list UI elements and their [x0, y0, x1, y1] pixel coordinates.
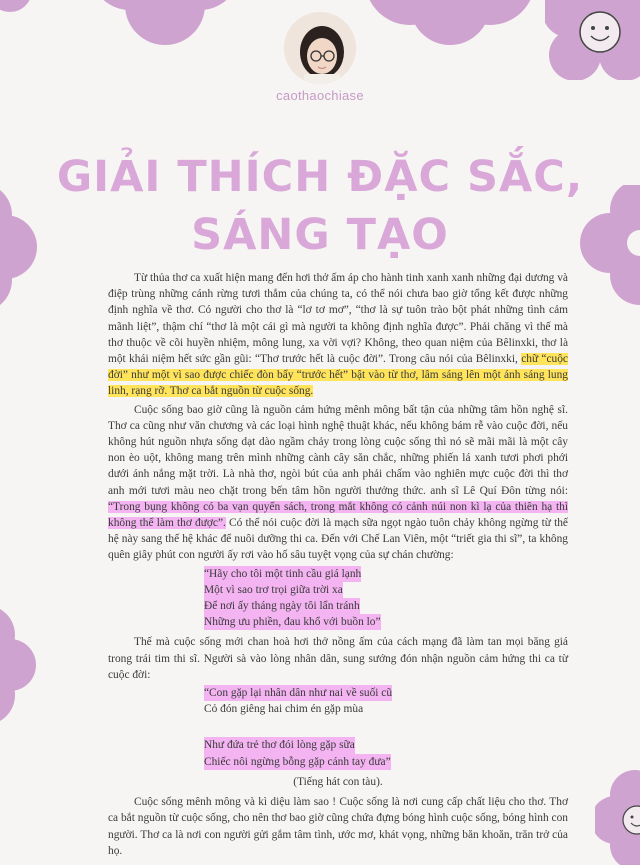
- avatar-portrait-icon: [284, 12, 356, 84]
- smiley-flower-icon: [545, 0, 640, 80]
- paragraph-1-text: Từ thủa thơ ca xuất hiện mang đến hơi thở ấm áp cho hành tinh xanh xanh những đại dương và điệp trùng những cánh rừng tươi thắm của chúng ta, có thể nói chưa bao giờ tổng kết được những định nghĩa về thơ. Có người cho thơ là “lơ tơ mơ”, “thơ là sự tuôn trào bột phát những tình cảm mãnh liệt”, thậm chí “thơ là một cái gì mà người ta không định nghĩa được”. Phải chăng vì thế mà thơ thuộc về cõi huyền nhiệm, mông lung, xa vời vợi? Không, theo quan niệm của Bêlinxki, thơ là một khái niệm hết sức gần gũi: “Thơ trước hết là cuộc đời”. Trong câu nói của Bêlinxki,: [108, 272, 568, 366]
- flower-top-right: [365, 0, 535, 50]
- paragraph-2: [108, 402, 568, 564]
- paragraph-3: Thế mà cuộc sống mới chan hoà hơi thở nồng ấm của cách mạng đã làm tan mọi băng giá trong trái tim thi sĩ. Người sà vào lòng nhân dân, sung sướng đón nhận nguồn cảm hứng thi ca từ cuộc đời:: [108, 636, 568, 681]
- title-line-1: GIẢI THÍCH ĐẶC SẮC,: [56, 152, 584, 202]
- page-title: [40, 148, 600, 264]
- smiley-flower-bottom-right-icon: [595, 770, 640, 865]
- poem-caption: (Tiếng hát con tàu).: [293, 775, 383, 788]
- paragraph-1: [108, 270, 568, 400]
- article-body: [108, 270, 568, 861]
- poem-line: “Con gặp lại nhân dân như nai về suối cũ: [204, 685, 392, 701]
- highlight-pink-quote: “Trong bụng không có ba vạn quyển sách, trong mắt không có cảnh núi non kì lạ của thiên hạ thì không thể làm thơ được”.: [108, 500, 568, 530]
- username[interactable]: caothaochiase: [276, 88, 364, 103]
- avatar[interactable]: [284, 12, 356, 84]
- poem-line: Chiếc nôi ngừng bỗng gặp cánh tay đưa”: [204, 754, 391, 770]
- poem-line: “Hãy cho tôi một tinh cầu giá lạnh: [204, 566, 361, 582]
- poem-line: Những ưu phiền, đau khổ với buồn lo”: [204, 614, 381, 630]
- poem-1: [204, 566, 568, 631]
- poem-line: Để nơi ấy tháng ngày tôi lẩn tránh: [204, 598, 360, 614]
- poem-2: [204, 685, 568, 717]
- poem-line: Một vì sao trơ trọi giữa trời xa: [204, 582, 343, 598]
- poem-line: Cỏ đón giêng hai chim én gặp mùa: [204, 703, 364, 716]
- paragraph-2-text-b: Có thể nói cuộc đời là mạch sữa ngọt ngào tuôn chảy không ngừng từ thế hệ này sang thế hệ khác để nuôi dưỡng thi ca. Đến với Chế Lan Viên, một “triết gia thi sĩ”, ta không quên giây phút con người ấy rơi vào hố sâu tuyệt vọng của sự chán chường:: [108, 517, 568, 562]
- highlight-yellow: chữ “cuộc đời” như một vì sao được chiếc đòn bẩy “trước hết” bật vào từ thơ, lâm sáng lên một ánh sáng lung linh, rạng rỡ. Thơ ca bắt nguồn từ cuộc sống.: [108, 353, 568, 398]
- poem-line: Như đứa trẻ thơ đói lòng gặp sữa: [204, 737, 355, 753]
- flower-left-lower: [0, 605, 45, 725]
- poem-3: [204, 737, 568, 769]
- paragraph-4: Cuộc sống mênh mông và kì diệu làm sao ! Cuộc sống là nơi cung cấp chất liệu cho thơ. Thơ ca bắt nguồn từ cuộc sống, cho nên thơ bao giờ cũng chứa đựng bóng hình cuộc sống, bóng hình con người. Thơ ca là nơi con người gửi gắm tâm tình, ước mơ, khát vọng, những băn khoăn, trăn trở của họ.: [108, 796, 568, 857]
- paragraph-2-text: Cuộc sống bao giờ cũng là nguồn cảm hứng mênh mông bất tận của những tâm hồn nghệ sĩ. Thơ ca cũng như văn chương và các loại hình nghệ thuật khác, nếu không bám rễ vào cuộc đời, nếu không hút nguồn nhựa sống dạt dào ngầm chảy trong lòng cuộc sống thì nó sẽ mãi mãi là một cây non èo uột, không mang trên mình những cành cây săn chắc, những phiến lá xanh tươi phơi phới dưới ánh nắng mặt trời. Là nhà thơ, ngòi bút của anh phải chấm vào nghiên mực cuộc đời thì thơ anh mới tươi màu neo chặt trong bến tâm hồn người thưởng thức. anh sĩ Lê Quí Đôn từng nói:: [108, 403, 568, 497]
- flower-top-left: [90, 0, 240, 50]
- flower-corner-left: [0, 0, 35, 40]
- title-line-2: SÁNG TẠO: [191, 210, 449, 260]
